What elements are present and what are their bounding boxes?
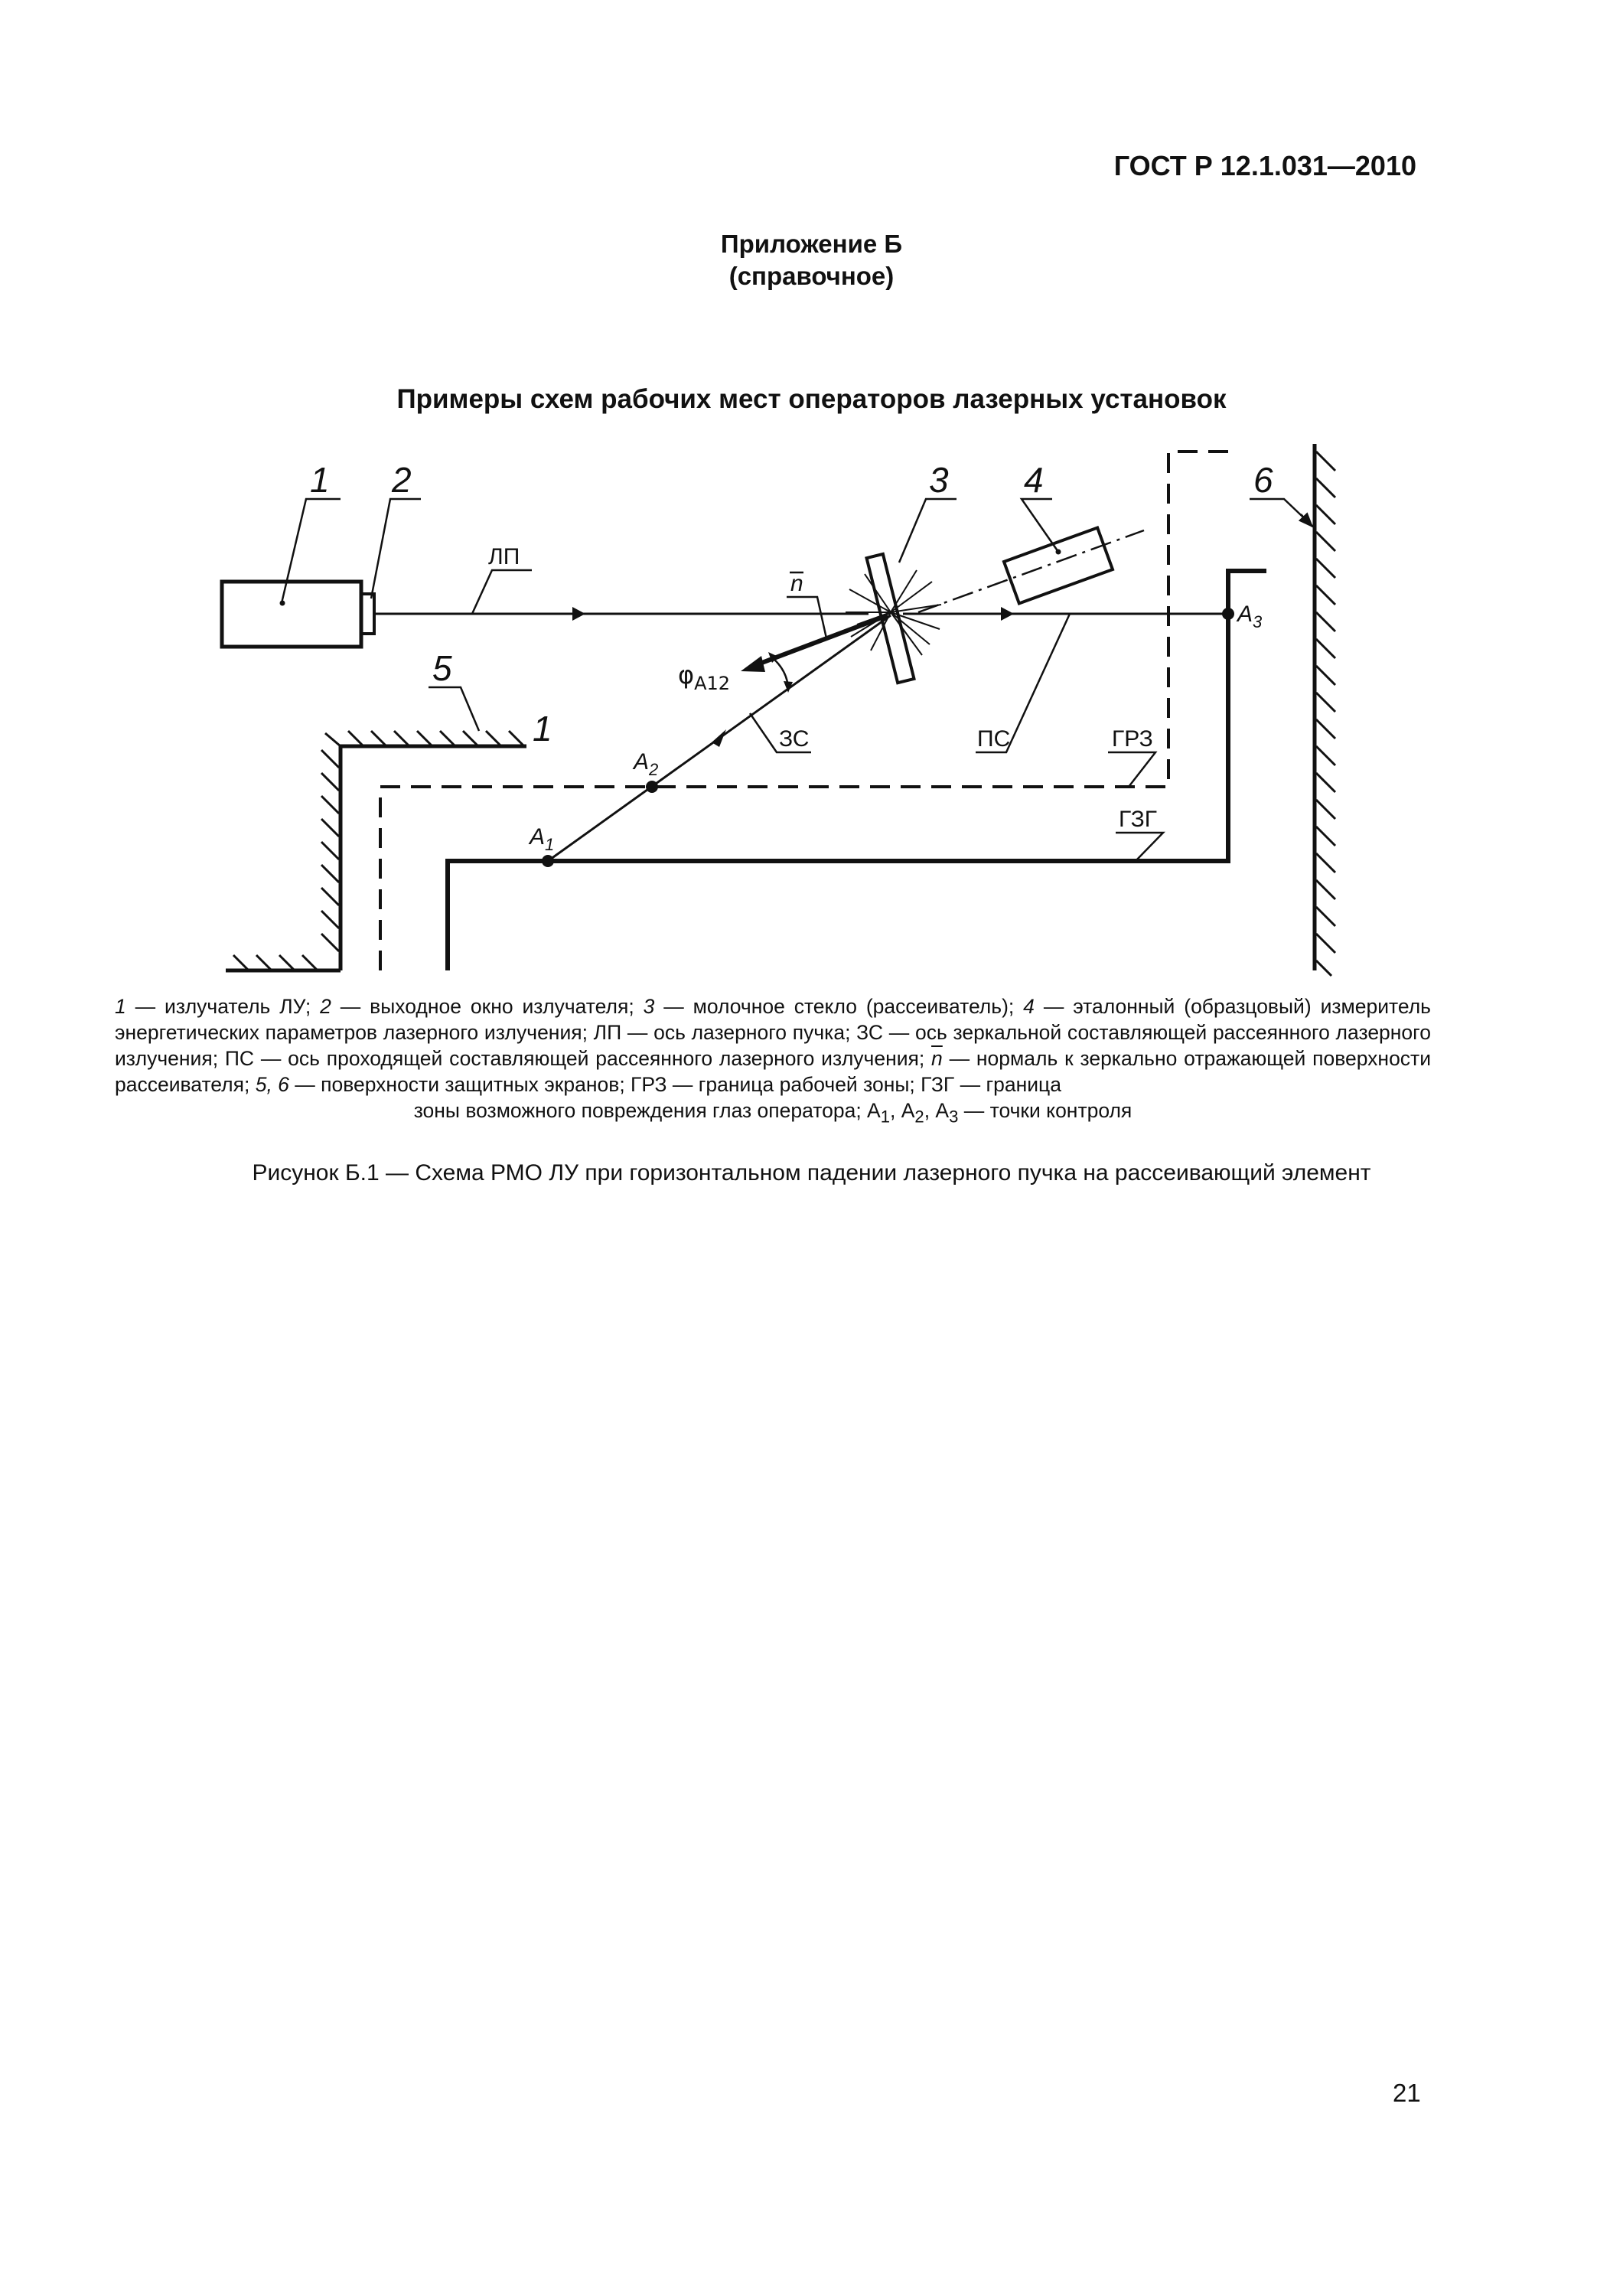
leader-1 (282, 499, 341, 603)
leader-6 (1250, 499, 1315, 528)
label-6: 6 (1253, 460, 1273, 500)
leader-4 (1022, 499, 1058, 552)
leader-n (787, 597, 826, 638)
normal-arrow (741, 656, 765, 672)
figure-legend: 1 — излучатель ЛУ; 2 — выходное окно излучателя; 3 — молочное стекло (рассеиватель); 4 — эталонный (образцовый) измеритель энергетических параметров лазерного излучения; ЛП — ось лазерного пучка; ЗС — ось зеркальной составляющей рассеянного лазерного излучения; ПС — ось проходящей составляющей рассеянного лазерного излучения; $\overline{n}$ — нормаль к зеркально отражающей поверхности рассеивателя; 5, 6 — поверхности защитных экранов; ГРЗ — граница рабочей зоны; ГЗГ — граница зоны возможного повреждения глаз оператора; $А_1$, $А_2$, $А_3$ — точки контроля (115, 993, 1431, 1130)
legend-last-line: зоны возможного повреждения глаз оператора; $А_1$, $А_2$, $А_3$ — точки контроля (413, 1099, 1133, 1127)
label-a2: $A_2$ (634, 749, 659, 779)
leader-3 (899, 499, 957, 563)
appendix-subtitle: (справочное) (728, 262, 895, 290)
output-window (361, 594, 374, 634)
leader-grz (1108, 752, 1155, 787)
standard-id: ГОСТ Р 12.1.031—2010 (1113, 150, 1416, 181)
label-a3: $A_3$ (1237, 602, 1263, 631)
label-zs: ЗС (779, 726, 810, 752)
label-2: 2 (392, 460, 412, 500)
control-point-a2 (646, 781, 658, 793)
leader-lp (472, 570, 532, 614)
label-phi: $\varphi_{A12}$ (678, 660, 731, 694)
work-zone-boundary (380, 452, 1234, 970)
label-ps: ПС (977, 726, 1011, 752)
page-number: 21 (1393, 2079, 1421, 2107)
label-4: 4 (1024, 460, 1044, 500)
leader-gzg (1116, 833, 1163, 861)
eye-damage-boundary (448, 571, 1266, 970)
label-1: 1 (310, 460, 330, 500)
control-point-a3 (1222, 608, 1234, 620)
appendix-title: Приложение Б (720, 230, 903, 258)
label-3: 3 (929, 460, 949, 500)
laser-workstation-diagram (0, 0, 1623, 995)
leader-5 (429, 687, 479, 731)
label-grz: ГРЗ (1112, 726, 1153, 752)
emitter-box (222, 582, 361, 647)
figure-title: Примеры схем рабочих мест операторов лазерных установок (396, 384, 1227, 414)
screen-6 (1315, 444, 1335, 976)
specular-arrow (712, 729, 726, 747)
reference-measurer (1004, 528, 1113, 604)
label-gzg: ГЗГ (1119, 807, 1157, 832)
leader-2 (371, 499, 421, 598)
label-1b: 1 (533, 709, 552, 748)
beam-arrow-1 (572, 607, 585, 621)
screen-5 (226, 731, 526, 970)
label-n: n (790, 571, 803, 596)
label-a1: $A_1$ (530, 824, 555, 854)
control-point-a1 (542, 855, 554, 867)
leader-6-arrow-shaft (1301, 514, 1312, 527)
label-lp: ЛП (488, 544, 520, 569)
figure-caption: Рисунок Б.1 — Схема РМО ЛУ при горизонтальном падении лазерного пучка на рассеивающий элемент (252, 1160, 1371, 1186)
label-5: 5 (432, 648, 452, 688)
